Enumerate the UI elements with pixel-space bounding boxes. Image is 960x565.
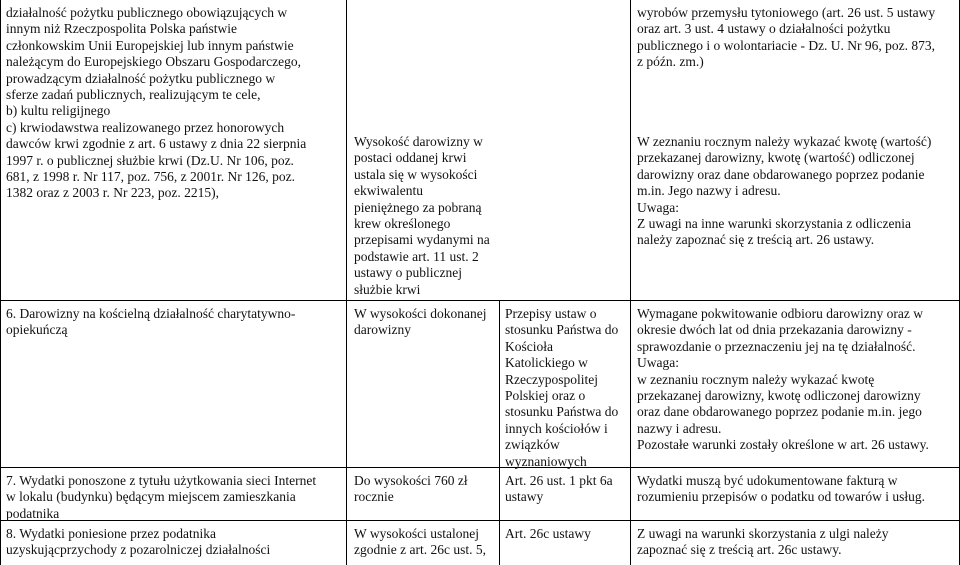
row8-description: 8. Wydatki poniesione przez podatnika uzyskującprzychody z pozarolniczej działalności [6,526,271,558]
row1-amount: Wysokość darowizny w postaci oddanej krwi ustala się w wysokości ekwiwalentu pieniężnego za pobraną krew określonego przepisami wydanymi na podstawie art. 11 ust. 2 ustawy o publicznej służbie krwi [354,134,490,297]
row1-legal-basis-end: wyrobów przemysłu tytoniowego (art. 26 ust. 5 ustawy oraz art. 3 ust. 4 ustawy o działalności pożytku publicznego i o wolontariacie - Dz. U. Nr 96, poz. 873, z późn. zm.) [637,5,936,70]
column-divider-1 [346,0,347,565]
row7-legal-basis: Art. 26 ust. 1 pkt 6a ustawy [505,473,613,505]
row6-conditions: Wymagane pokwitowanie odbioru darowizny oraz w okresie dwóch lat od dnia przekazania darowizny - sprawozdanie o przeznaczeniu jej na tę działalność. Uwaga: w zeznaniu rocznym należy wykazać kwotę przekazanej darowizny, kwotę odliczonej darowizny oraz dane obdarowanego poprzez podanie m.in. jego nazwy i adresu. Pozostałe warunki zostały określone w art. 26 ustawy. [637,306,929,453]
row6-amount: W wysokości dokonanej darowizny [354,306,487,338]
row7-amount: Do wysokości 760 zł rocznie [354,473,468,505]
row8-amount: W wysokości ustalonej zgodnie z art. 26c ust. 5, [354,526,486,558]
row7-conditions: Wydatki muszą być udokumentowane fakturą w rozumieniu przepisów o podatku od towarów i usług. [637,473,925,505]
row8-legal-basis: Art. 26c ustawy [505,526,591,541]
row-divider-1 [0,300,960,301]
row6-legal-basis: Przepisy ustaw o stosunku Państwa do Kościoła Katolickiego w Rzeczypospolitej Polskiej oraz o stosunku Państwa do innych kościołów i związków wyznaniowych [505,306,619,469]
row1-description: działalność pożytku publicznego obowiązujących w innym niż Rzeczpospolita Polska państwie członkowskim Unii Europejskiej lub innym państwie należącym do Europejskiego Obszaru Gospodarczego, prowadzącym działalność pożytku publicznego w sferze zadań publicznych, realizującym te cele, b) kultu religijnego c) krwiodawstwa realizowanego przez honorowych dawców krwi zgodnie z art. 6 ustawy z dnia 22 sierpnia 1997 r. o publicznej służbie krwi (Dz.U. Nr 106, poz. 681, z 1998 r. Nr 117, poz. 756, z 2001r. Nr 126, poz. 1382 oraz z 2003 r. Nr 223, poz. 2215), [6,5,307,201]
row6-description: 6. Darowizny na kościelną działalność charytatywno- opiekuńczą [6,306,296,338]
column-divider-3 [630,0,631,565]
row-divider-2 [0,467,960,468]
row7-description: 7. Wydatki ponoszone z tytułu użytkowania sieci Internet w lokalu (budynku) będącym miejscem zamieszkania podatnika [6,473,317,521]
table-border-left [0,0,1,565]
row8-conditions: Z uwagi na warunki skorzystania z ulgi należy zapoznać się z treścią art. 26c ustawy. [637,526,889,558]
row1-conditions: W zeznaniu rocznym należy wykazać kwotę (wartość) przekazanej darowizny, kwotę (wartość) odliczonej darowizny oraz dane obdarowanego poprzez podanie m.in. Jego nazwy i adresu. Uwaga: Z uwagi na inne warunki skorzystania z odliczenia należy zapoznać się z treścią art. 26 ustawy. [637,134,932,248]
